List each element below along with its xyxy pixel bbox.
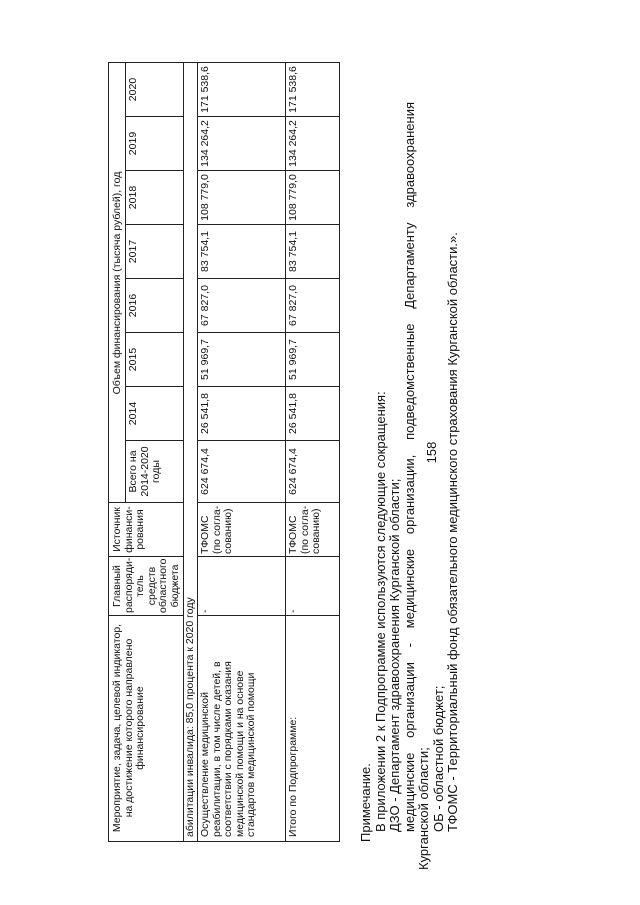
row2-value: 108 779,0 — [287, 174, 300, 221]
header-volume: Объем финансирования (тысяча рублей), год — [111, 171, 123, 395]
row2-measure: Итого по Подпрограмме: — [287, 716, 299, 837]
row2-total: 624 674,4 — [287, 448, 300, 495]
col-divider — [109, 615, 183, 616]
col-divider — [197, 116, 339, 117]
volume-header-divider — [125, 63, 126, 503]
header-year: 2016 — [127, 293, 139, 318]
section-row-bottom-line — [197, 63, 198, 841]
row1-value: 108 779,0 — [199, 174, 212, 221]
notes-block — [358, 62, 461, 870]
col-divider — [197, 278, 339, 279]
row1-bottom-line — [285, 63, 286, 841]
notes-med-orgs-line1: медицинские организации - медицинские организации, подведомственные Департаменту здравоохранения — [401, 102, 417, 832]
row1-value: 51 969,7 — [199, 339, 212, 380]
header-total: Всего на 2014-2020 годы — [127, 446, 162, 497]
header-manager: Главный распоряди-тель средств областного бюджета — [111, 557, 181, 613]
section-row: абилитации инвалида: 85,0 процента к 2020 году — [184, 597, 196, 837]
row2-value: 67 827,0 — [287, 285, 300, 326]
row2-value: 51 969,7 — [287, 339, 300, 380]
row1-total: 624 674,4 — [199, 448, 212, 495]
notes-intro: В приложении 2 к Подпрограмме используются следующие сокращения: — [372, 391, 388, 832]
row1-manager: - — [199, 609, 211, 613]
header-measure: Мероприятие, задача, целевой индикатор, на достижение которого направлено финансирование — [111, 623, 146, 833]
row1-value: 67 827,0 — [199, 285, 212, 326]
header-year: 2018 — [127, 185, 139, 210]
row2-value: 134 264,2 — [287, 120, 300, 167]
col-divider — [197, 556, 339, 557]
header-year: 2020 — [127, 77, 139, 102]
header-year: 2017 — [127, 239, 139, 264]
notes-dzo: ДЗО - Департамент здравоохранения Курганской области; — [387, 478, 402, 832]
header-year: 2014 — [127, 401, 139, 426]
col-divider — [197, 615, 339, 616]
row2-value: 83 754,1 — [287, 231, 300, 272]
notes-med-orgs-line2: Курганской области; — [416, 747, 431, 870]
row2-source: ТФОМС (по согла-сованию) — [287, 505, 322, 554]
col-divider — [197, 386, 339, 387]
row2-manager: - — [287, 609, 299, 613]
header-source: Источник финанси-рования — [111, 506, 146, 553]
col-divider — [197, 440, 339, 441]
page-number: 158 — [424, 441, 439, 464]
col-divider — [197, 332, 339, 333]
row1-value: 171 538,6 — [199, 66, 212, 113]
notes-ob: ОБ - областной бюджет; — [430, 685, 446, 832]
col-divider — [197, 170, 339, 171]
notes-title: Примечание. — [358, 763, 373, 842]
financing-table — [108, 62, 340, 842]
row1-value: 83 754,1 — [199, 231, 212, 272]
row1-value: 134 264,2 — [199, 120, 212, 167]
header-year: 2019 — [127, 131, 139, 156]
row2-value: 171 538,6 — [287, 66, 300, 113]
col-divider — [197, 224, 339, 225]
row1-measure: Осуществление медицинской реабилитации, в том числе детей, в соответствии с порядками оказания медицинской помощи и на основе стандартов медицинской помощи — [199, 661, 257, 837]
notes-tfoms: ТФОМС - Территориальный фонд обязательного медицинского страхования Курганской области.». — [445, 232, 460, 832]
row1-value: 26 541,8 — [199, 393, 212, 434]
row2-value: 26 541,8 — [287, 393, 300, 434]
header-year: 2015 — [127, 347, 139, 372]
row1-source: ТФОМС (по согла-сованию) — [199, 505, 234, 554]
